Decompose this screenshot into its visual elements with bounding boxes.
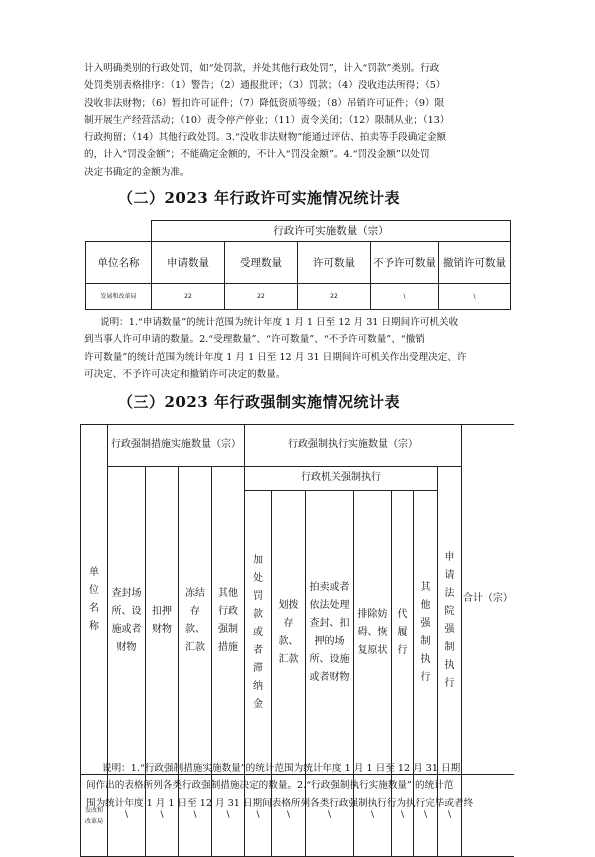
column-header: 排除妨碍、恢复原状: [354, 491, 392, 775]
license-group-header: 行政许可实施数量（宗）: [152, 221, 511, 242]
table-cell: \: [392, 775, 414, 857]
table-cell: \: [438, 775, 462, 857]
column-header: 查封场所、设施或者财物: [108, 467, 146, 775]
table-cell: \: [414, 775, 438, 857]
agency-header: 行政机关强制执行: [245, 467, 438, 491]
table-cell: \: [306, 775, 354, 857]
column-header: 代履行: [392, 491, 414, 775]
table-row: [86, 284, 511, 310]
section-2-note: [84, 314, 512, 383]
text-line: 制开展生产经营活动；（10）责令停产停业；（11）责令关闭；（12）限制从业；（13）: [84, 114, 450, 126]
execution-header: 行政强制执行实施数量（宗）: [245, 425, 462, 467]
table-cell: \: [212, 775, 245, 857]
column-header: 受理数量: [225, 242, 298, 284]
intro-paragraph: [84, 60, 512, 181]
text-line: 行政拘留；（14）其他行政处罚。3.“没收非法财物”能通过评估、拍卖等手段确定金额: [84, 132, 447, 144]
text-line: 围为统计年度 1 月 1 日至 12 月 31 日期间表格所列各类行政强制执行行为执行完毕或者终: [86, 797, 474, 809]
column-header: 拍卖或者依法处理查封、扣押的场所、设施或者财物: [306, 491, 354, 775]
column-header: 划拨存款、汇款: [272, 491, 306, 775]
blank-cell: [86, 221, 152, 242]
measures-header: 行政强制措施实施数量（宗）: [108, 425, 245, 467]
text-line: 间作出的表格所列各类行政强制措施决定的数量。2.“行政强制执行实施数量” 的统计范: [86, 780, 454, 792]
text-line: 到当事人许可申请的数量。2.“受理数量”、“许可数量”、“不予许可数量”、“撤销: [84, 334, 425, 346]
column-header: 不予许可数量: [371, 242, 439, 284]
column-header: 其他行政强制措施: [212, 467, 245, 775]
table-cell: \: [146, 775, 179, 857]
text-line: 处罚类别表格排序：（1）警告；（2）通报批评；（3）罚款；（4）没收违法所得；（5）: [84, 80, 446, 92]
table-cell: \: [245, 775, 272, 857]
text-line: 计入明确类别的行政处罚，如“处罚款，并处其他行政处罚”，计入“罚款”类别。行政: [84, 63, 440, 74]
table-header-row: [81, 467, 514, 491]
text-line: 可决定、不予许可决定和撤销许可决定的数量。: [84, 368, 286, 380]
table-cell: \: [439, 284, 511, 310]
column-header: 撤销许可数量: [439, 242, 511, 284]
table-cell: \: [272, 775, 306, 857]
column-header: 扣押财物: [146, 467, 179, 775]
table-header-row: [86, 242, 511, 284]
text-line: 的，计入“罚没金额”；不能确定金额的，不计入“罚没金额”。4.“罚没金额”以处罚: [84, 149, 430, 161]
section-3-title: （三）2023 年行政强制实施情况统计表: [118, 393, 400, 411]
table-header-row: [81, 425, 514, 467]
text-line: 决定书确定的金额为准。: [84, 166, 190, 178]
table-cell: \: [179, 775, 212, 857]
unit-cell: 发展和改革局: [86, 284, 152, 310]
column-header: 申请法院强制执行: [438, 467, 462, 775]
text-line: 没收非法财物；（6）暂扣许可证件；（7）降低资质等级；（8）吊销许可证件；（9）限: [84, 97, 445, 109]
column-header: 其他强制执行: [414, 491, 438, 775]
column-header: 加处罚款或者滞纳金: [245, 491, 272, 775]
table-cell: 22: [152, 284, 225, 310]
table-cell: \: [371, 284, 439, 310]
column-header: 申请数量: [152, 242, 225, 284]
table-cell: \: [108, 775, 146, 857]
section-3-note: [86, 760, 514, 812]
table-cell: 22: [298, 284, 371, 310]
unit-header: 单位名称: [86, 242, 152, 284]
table-cell: \: [354, 775, 392, 857]
unit-header: 单位名称: [81, 425, 108, 775]
unit-cell: 发改和改革局: [81, 775, 108, 857]
administrative-license-table: [85, 220, 511, 310]
text-line: 许可数量”的统计范围为统计年度 1 月 1 日至 12 月 31 日期间许可机关作出受理决定、许: [84, 351, 467, 363]
section-2-title: （二）2023 年行政许可实施情况统计表: [118, 189, 400, 207]
column-header: 冻结存款、汇款: [179, 467, 212, 775]
total-header: 合计（宗）: [462, 425, 514, 775]
text-line: 说明：1.“行政强制措施实施数量”的统计范围为统计年度 1 月 1 日至 12 月 31 日期: [102, 763, 461, 774]
text-line: 说明：1.“申请数量”的统计范围为统计年度 1 月 1 日至 12 月 31 日期间许可机关收: [100, 317, 459, 328]
table-cell: 22: [225, 284, 298, 310]
table-header-row: [86, 221, 511, 242]
column-header: 许可数量: [298, 242, 371, 284]
